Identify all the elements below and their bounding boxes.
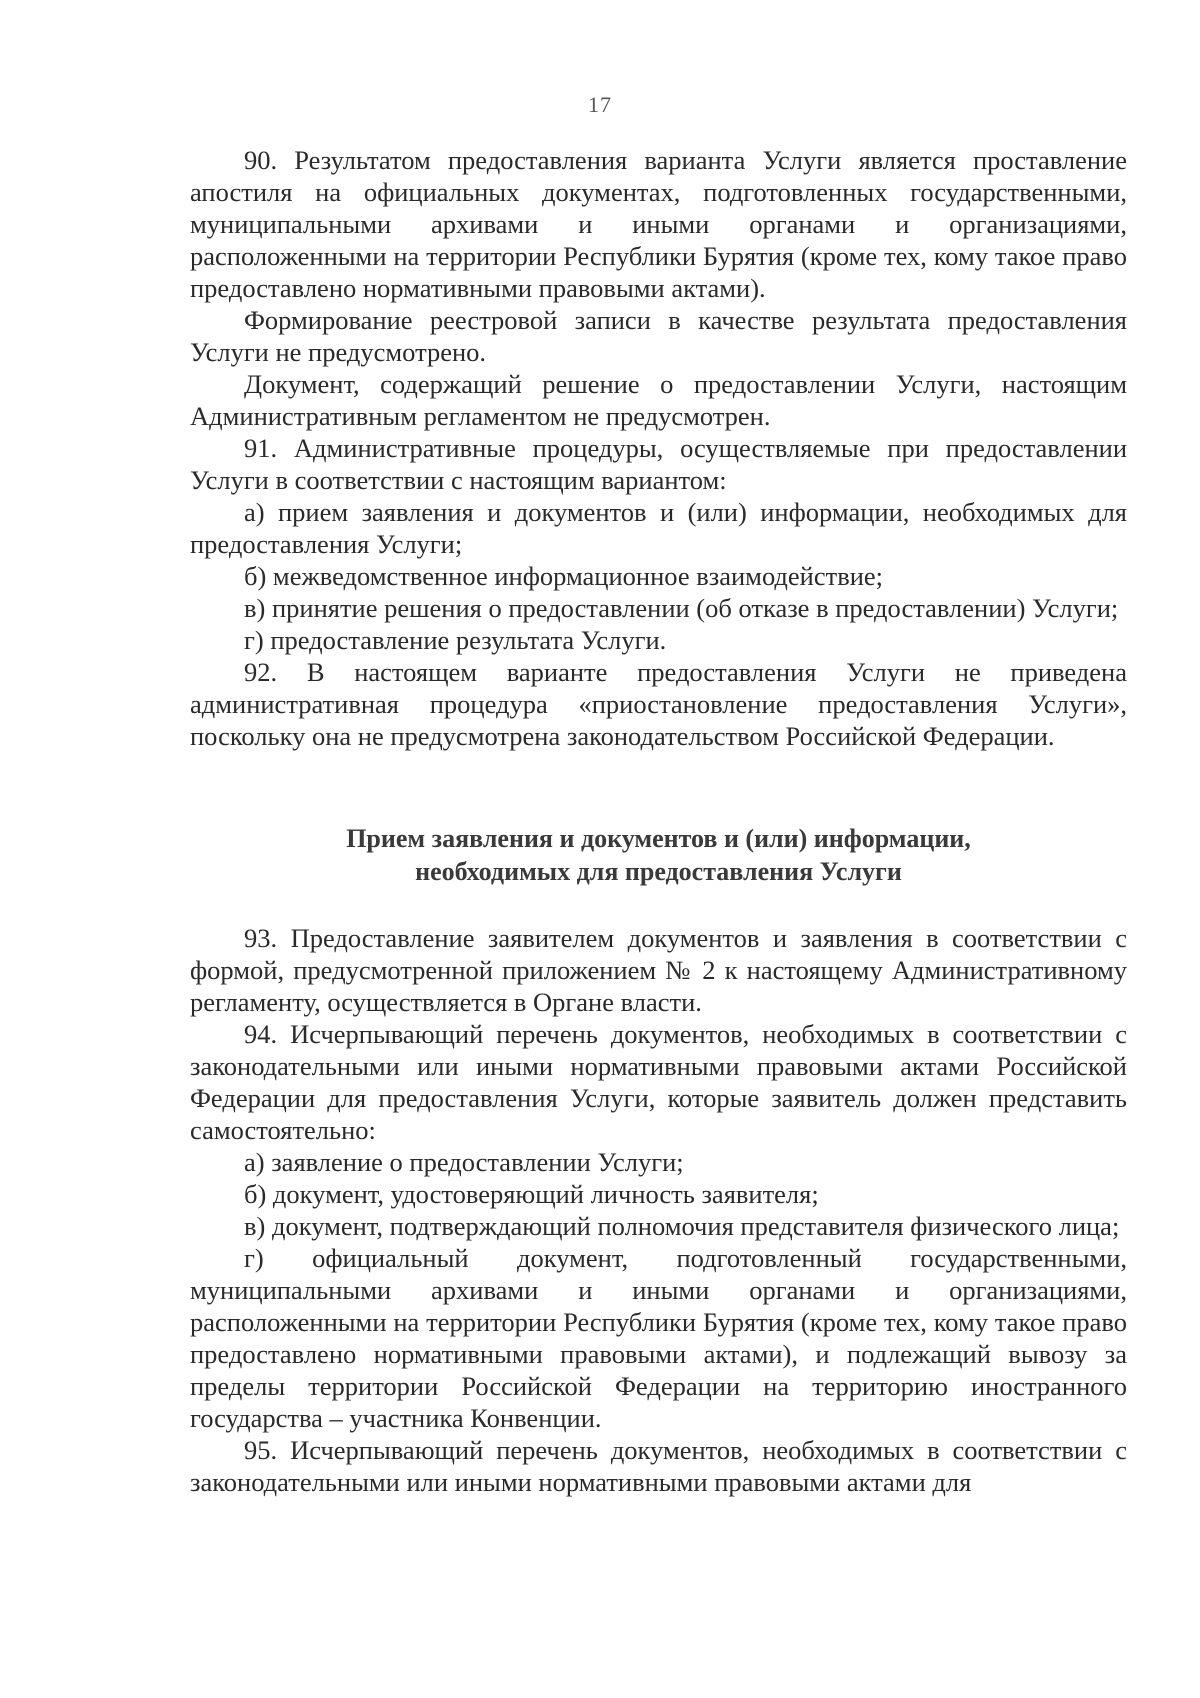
paragraph-90: 90. Результатом предоставления варианта Услуги является проставление апостиля на официальных документах, подготовленных государственными, муниципальными архивами и иными органами и организациями, расположенными на территории Республики Бурятия (кроме тех, кому такое право предоставлено нормативными правовыми актами). <box>190 145 1127 303</box>
list-item-94c: в) документ, подтверждающий полномочия представителя физического лица; <box>244 1211 1120 1241</box>
paragraph-92: 92. В настоящем варианте предоставления Услуги не приведена административная процедура «приостановление предоставления Услуги», поскольку она не предусмотрена законодательством Российской Федерации. <box>190 657 1127 751</box>
list-item-91c: в) принятие решения о предоставлении (об отказе в предоставлении) Услуги; <box>244 593 1119 623</box>
paragraph-registry-record: Формирование реестровой записи в качестве результата предоставления Услуги не предусмотрено. <box>190 305 1127 367</box>
paragraph-93: 93. Предоставление заявителем документов и заявления в соответствии с формой, предусмотренной приложением № 2 к настоящему Административному регламенту, осуществляется в Органе власти. <box>190 923 1127 1017</box>
list-item-91b: б) межведомственное информационное взаимодействие; <box>244 561 884 591</box>
text-block-lower <box>190 922 1127 1498</box>
paragraph-94: 94. Исчерпывающий перечень документов, необходимых в соответствии с законодательными или иными нормативными правовыми актами Российской Федерации для предоставления Услуги, которые заявитель должен представить самостоятельно: <box>190 1019 1127 1145</box>
list-item-94a: а) заявление о предоставлении Услуги; <box>244 1147 684 1177</box>
paragraph-95: 95. Исчерпывающий перечень документов, необходимых в соответствии с законодательными или иными нормативными правовыми актами для <box>190 1435 1127 1497</box>
list-item-94b: б) документ, удостоверяющий личность заявителя; <box>244 1179 819 1209</box>
list-item-91a: а) прием заявления и документов и (или) информации, необходимых для предоставления Услуги; <box>190 497 1127 559</box>
section-heading-line-1: Прием заявления и документов и (или) информации, <box>346 824 971 853</box>
text-block-upper <box>190 144 1127 752</box>
section-heading <box>190 822 1127 888</box>
page-number: 17 <box>588 92 612 117</box>
list-item-94d: г) официальный документ, подготовленный государственными, муниципальными архивами и иными органами и организациями, расположенными на территории Республики Бурятия (кроме тех, кому такое право предоставлено нормативными правовыми актами), и подлежащий вывозу за пределы территории Российской Федерации на территорию иностранного государства – участника Конвенции. <box>190 1243 1127 1433</box>
paragraph-decision-document: Документ, содержащий решение о предоставлении Услуги, настоящим Административным регламентом не предусмотрен. <box>190 369 1127 431</box>
list-item-91d: г) предоставление результата Услуги. <box>244 625 667 655</box>
paragraph-91: 91. Административные процедуры, осуществляемые при предоставлении Услуги в соответствии с настоящим вариантом: <box>190 433 1127 495</box>
section-heading-line-2: необходимых для предоставления Услуги <box>415 857 902 886</box>
